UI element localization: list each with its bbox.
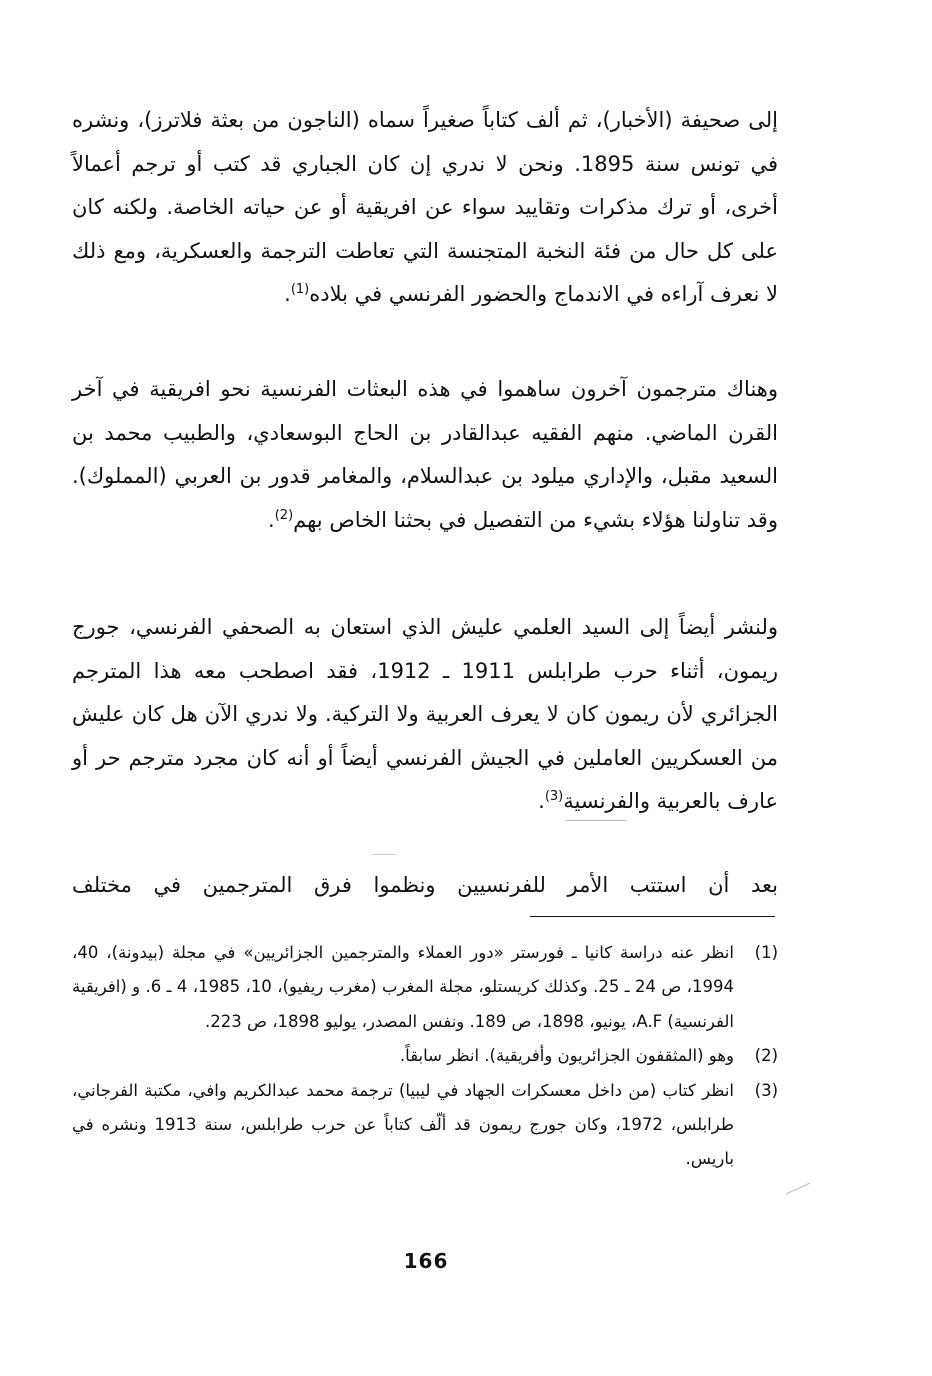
page-number: 166 bbox=[403, 1249, 449, 1273]
paragraph-2-end: . bbox=[268, 507, 275, 532]
footnote-number: (3) bbox=[754, 1080, 778, 1100]
scan-smudge-mark bbox=[566, 820, 626, 821]
footnote-ref-2[interactable]: (2) bbox=[274, 507, 294, 523]
body-paragraph-2 bbox=[72, 368, 778, 542]
footnote-3 bbox=[72, 1074, 778, 1177]
body-paragraph-1 bbox=[72, 99, 778, 317]
paragraph-1-end: . bbox=[284, 282, 291, 307]
footnote-2 bbox=[72, 1039, 778, 1073]
body-paragraph-3 bbox=[72, 606, 778, 824]
paragraph-2-text: وهناك مترجمون آخرون ساهموا في هذه البعثات الفرنسية نحو افريقية في آخر القرن الماضي. منهم الفقيه عبدالقادر بن الحاج البوسعادي، والطبيب محمد بن السعيد مقبل، والإداري ميلود بن عبدالسلام، والمغامر قدور بن العربي (المملوك). وقد تناولنا هؤلاء بشيء من التفصيل في بحثنا الخاص بهم bbox=[72, 377, 778, 532]
body-paragraph-4: بعد أن استتب الأمر للفرنسيين ونظموا فرق المترجمين في مختلف bbox=[72, 873, 778, 897]
paragraph-3-end: . bbox=[538, 789, 545, 814]
footnote-separator-rule bbox=[530, 916, 775, 917]
footnote-ref-3[interactable]: (3) bbox=[544, 789, 564, 805]
footnote-1 bbox=[72, 936, 778, 1039]
scan-smudge-mark bbox=[372, 854, 396, 855]
paragraph-1-text: إلى صحيفة (الأخبار)، ثم ألف كتاباً صغيراً سماه (الناجون من بعثة فلاترز)، ونشره في تونس سنة 1895. ونحن لا ندري إن كان الجباري قد كتب أو ترجم أعمالاً أخرى، أو ترك مذكرات وتقاييد سواء عن افريقية أو عن حياته الخاصة. ولكنه كان على كل حال من فئة النخبة المتجنسة التي تعاطت الترجمة والعسكرية، ومع ذلك لا نعرف آراءه في الاندماج والحضور الفرنسي في بلاده bbox=[72, 108, 778, 307]
pencil-mark-icon bbox=[784, 1180, 814, 1196]
footnote-number: (1) bbox=[754, 943, 778, 962]
footnote-text: انظر كتاب (من داخل معسكرات الجهاد في ليبيا) ترجمة محمد عبدالكريم وافي، مكتبة الفرجاني، طرابلس، 1972، وكان جورج ريمون قد ألّف كتاباً عن حرب طرابلس، سنة 1913 ونشره في باريس. bbox=[72, 1080, 734, 1169]
footnote-text: وهو (المثقفون الجزائريون وأفريقية). انظر سابقاً. bbox=[399, 1046, 734, 1066]
footnotes bbox=[72, 936, 778, 1177]
footnote-text: انظر عنه دراسة كانيا ـ فورستر «دور العملاء والمترجمين الجزائريين» في مجلة (بيدونة)، 40، 1994، ص 24 ـ 25. وكذلك كريستلو، مجلة المغرب (مغرب ريفيو)، 10، 1985، 4 ـ 6. و (افريقية الفرنسية) A.F، يونيو، 1898، ص 189. ونفس المصدر، يوليو 1898، ص 223. bbox=[72, 943, 734, 1031]
footnote-number: (2) bbox=[754, 1046, 778, 1066]
footnote-ref-1[interactable]: (1) bbox=[290, 282, 310, 298]
paragraph-3-text: ولنشر أيضاً إلى السيد العلمي عليش الذي استعان به الصحفي الفرنسي، جورج ريمون، أثناء حرب طرابلس 1911 ـ 1912، فقد اصطحب معه هذا المترجم الجزائري لأن ريمون كان لا يعرف العربية ولا التركية. ولا ندري الآن هل كان عليش من العسكريين العاملين في الجيش الفرنسي أيضاً أو أنه كان مجرد مترجم حر أو عارف بالعربية والفرنسية bbox=[72, 615, 778, 814]
